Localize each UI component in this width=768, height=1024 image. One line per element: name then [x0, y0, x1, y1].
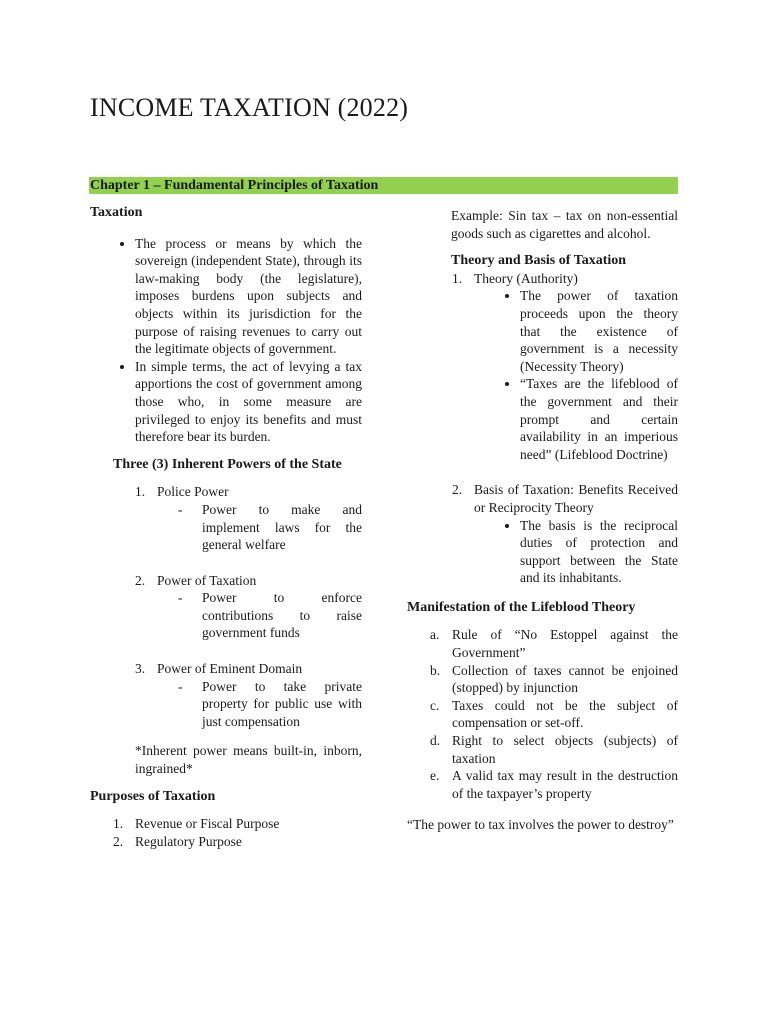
- power-to-destroy-quote: “The power to tax involves the power to destroy”: [407, 817, 674, 833]
- list-number: 2.: [135, 572, 146, 588]
- theory-bullets: [474, 287, 678, 463]
- power-description: [178, 589, 362, 642]
- right-column: [407, 207, 678, 834]
- manifestation-text: Rule of “No Estoppel against the Government”: [452, 627, 678, 661]
- power-desc-text: Power to make and implement laws for the general welfare: [202, 501, 362, 553]
- list-item: [113, 833, 362, 851]
- power-description: [178, 678, 362, 731]
- manifestation-text: Taxes could not be the subject of compensation or set-off.: [452, 697, 678, 731]
- inherent-power-note: *Inherent power means built-in, inborn, ingrained*: [135, 743, 362, 777]
- lifeblood-manifestation-heading: Manifestation of the Lifeblood Theory: [407, 599, 636, 615]
- power-name: Police Power: [157, 484, 229, 500]
- list-letter: d.: [430, 733, 441, 749]
- purpose-text: Regulatory Purpose: [135, 833, 242, 849]
- theory-list: [452, 270, 678, 587]
- list-item: • In simple terms, the act of levying a tax apportions the cost of government among those who, in some measure are privileged to enjoy its benefits and must therefore bear its burden.: [135, 358, 362, 446]
- theory-label: Basis of Taxation: Benefits Received or Reciprocity Theory: [474, 482, 678, 515]
- list-number: 1.: [113, 816, 124, 832]
- manifestation-list: [430, 626, 678, 802]
- list-item: [430, 626, 678, 661]
- list-letter: b.: [430, 662, 441, 678]
- theory-label: Theory (Authority): [474, 270, 578, 286]
- list-item: • The basis is the reciprocal duties of protection and support between the State and its inhabitants.: [520, 517, 678, 587]
- power-desc-text: Power to enforce contributions to raise government funds: [202, 590, 362, 641]
- list-item: [430, 767, 678, 802]
- list-number: 1.: [452, 270, 463, 286]
- list-item: [452, 270, 678, 464]
- purposes-list: [113, 815, 362, 850]
- list-letter: e.: [430, 768, 440, 784]
- list-number: 3.: [135, 661, 146, 677]
- power-description: [178, 501, 362, 554]
- manifestation-text: Right to select objects (subjects) of taxation: [452, 733, 678, 766]
- chapter-heading: Chapter 1 – Fundamental Principles of Taxation: [89, 177, 678, 194]
- list-number: 1.: [135, 484, 146, 500]
- list-item: [430, 697, 678, 732]
- purposes-heading: Purposes of Taxation: [90, 788, 216, 804]
- list-item: [135, 660, 362, 730]
- sin-tax-example: Example: Sin tax – tax on non-essential goods such as cigarettes and alcohol.: [451, 208, 678, 241]
- list-item: [113, 815, 362, 833]
- taxation-definition-list: [90, 235, 362, 446]
- list-item: [430, 662, 678, 697]
- inherent-powers-heading: Three (3) Inherent Powers of the State: [113, 456, 342, 472]
- left-column: [90, 204, 362, 850]
- power-name: Power of Taxation: [157, 572, 257, 588]
- list-number: 2.: [113, 833, 124, 849]
- theory-basis-heading: Theory and Basis of Taxation: [451, 253, 627, 269]
- list-item: [135, 572, 362, 642]
- page-title: INCOME TAXATION (2022): [90, 93, 409, 122]
- inherent-powers-list: [135, 483, 362, 730]
- list-letter: a.: [430, 627, 440, 643]
- manifestation-text: A valid tax may result in the destruction of the taxpayer’s property: [452, 768, 678, 801]
- taxation-heading: Taxation: [90, 205, 143, 220]
- list-item: [430, 732, 678, 767]
- manifestation-text: Collection of taxes cannot be enjoined (stopped) by injunction: [452, 662, 678, 696]
- dash-marker: -: [178, 678, 183, 694]
- list-item: [452, 481, 678, 587]
- list-item: [135, 483, 362, 553]
- list-letter: c.: [430, 697, 440, 713]
- list-item: • The power of taxation proceeds upon the theory that the existence of government is a necessity (Necessity Theory): [520, 287, 678, 375]
- list-number: 2.: [452, 482, 463, 498]
- purpose-text: Revenue or Fiscal Purpose: [135, 816, 280, 832]
- power-name: Power of Eminent Domain: [157, 661, 303, 677]
- theory-bullets: [474, 517, 678, 587]
- list-item: • “Taxes are the lifeblood of the government and their prompt and certain availability in an imperious need” (Lifeblood Doctrine): [520, 375, 678, 463]
- dash-marker: -: [178, 590, 183, 606]
- power-desc-text: Power to take private property for public use with just compensation: [202, 678, 362, 729]
- list-item: • The process or means by which the sovereign (independent State), through its law-making body (the legislature), imposes burdens upon subjects and objects within its jurisdiction for the purpose of raising revenues to carry out the legitimate objects of government.: [135, 235, 362, 358]
- dash-marker: -: [178, 501, 183, 517]
